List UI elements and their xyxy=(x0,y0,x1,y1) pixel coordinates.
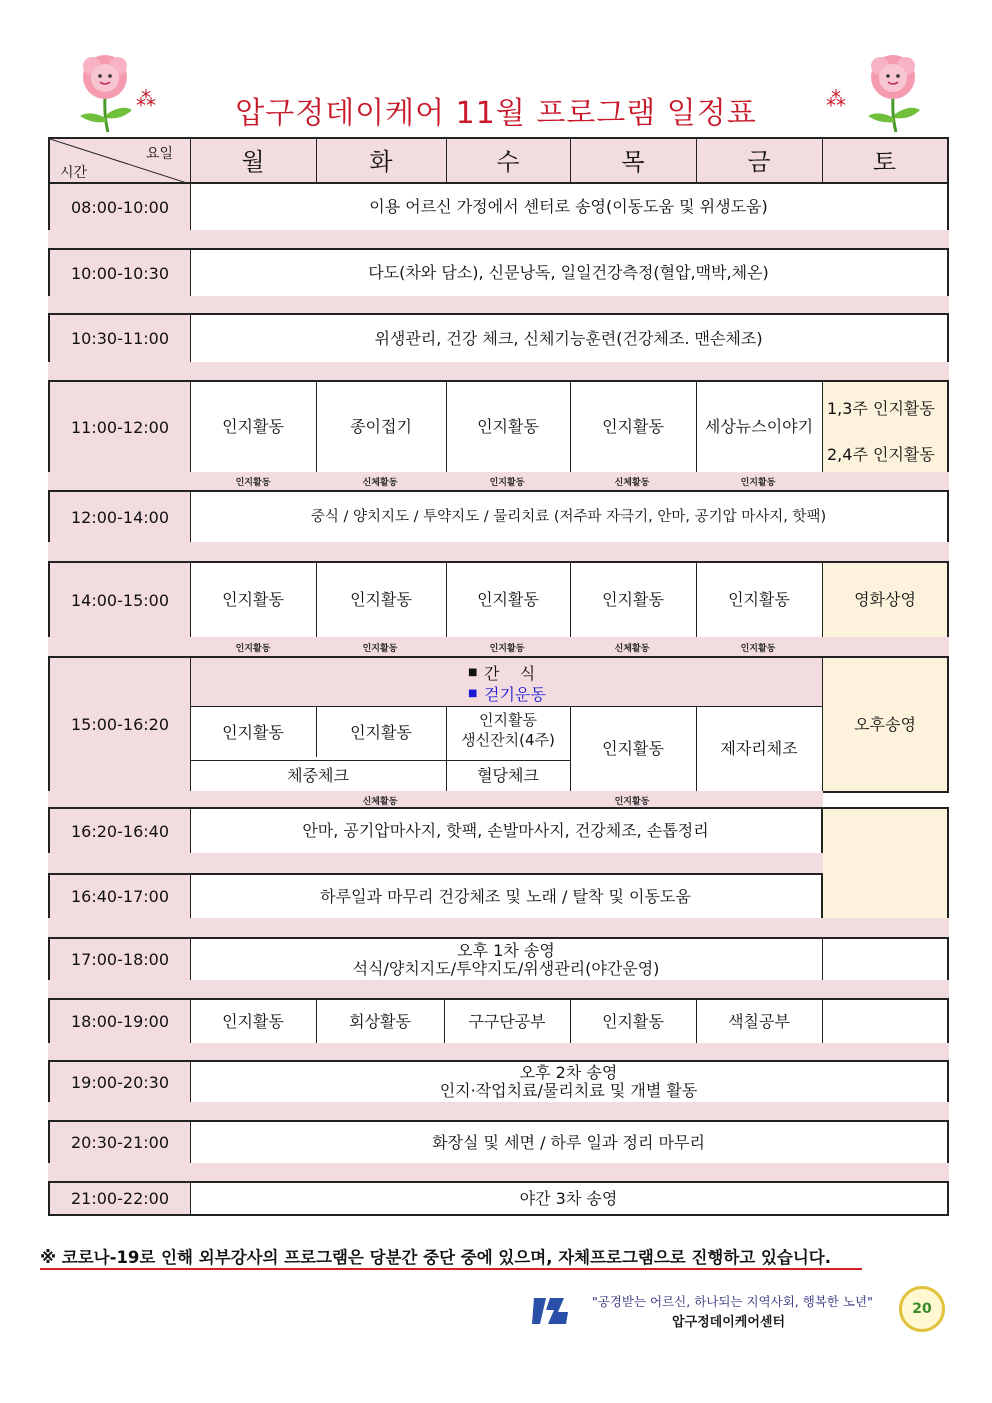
tag: 인지활동 xyxy=(740,644,776,654)
activity-text: 이용 어르신 가정에서 센터로 송영(이동도움 및 위생도움) xyxy=(369,197,768,216)
corner-label-day: 요일 xyxy=(146,146,174,162)
activity-line-2: 인지·작업치료/물리치료 및 개별 활동 xyxy=(439,1081,698,1100)
activity-text: 화장실 및 세면 / 하루 일과 정리 마무리 xyxy=(432,1132,705,1152)
thu-activity: 인지활동 xyxy=(602,590,664,609)
tue-activity: 종이접기 xyxy=(350,417,412,436)
sat-note-line-1 xyxy=(823,831,947,853)
time-label: 10:00-10:30 xyxy=(50,250,191,296)
activity-text: 다도(차와 담소), 신문낭독, 일일건강측정(혈압,맥박,체온) xyxy=(368,263,769,282)
fri-activity: 인지활동 xyxy=(728,590,790,609)
thu-activity: 인지활동 xyxy=(602,738,664,758)
time-label: 16:20-16:40 xyxy=(50,809,191,853)
row-1700 xyxy=(48,937,949,982)
row-1400 xyxy=(48,561,949,639)
anniversary-badge-icon: 20 xyxy=(899,1286,945,1332)
footer-slogan: "공경받는 어르신, 하나되는 지역사회, 행복한 노년" xyxy=(592,1294,873,1309)
tag: 인지활동 xyxy=(235,644,271,654)
time-label: 08:00-10:00 xyxy=(50,184,191,230)
activity-line-1: 오후 1차 송영 xyxy=(457,941,555,960)
center-logo-icon xyxy=(530,1290,572,1332)
sparkle-left-icon: ⁂ xyxy=(136,87,156,111)
time-label: 18:00-19:00 xyxy=(50,1000,191,1043)
row-2030 xyxy=(48,1120,949,1165)
wed-activity-1: 인지활동 xyxy=(479,710,537,729)
page-title: 압구정데이케어 11월 프로그램 일정표 xyxy=(235,96,757,131)
mon-activity: 인지활동 xyxy=(222,417,284,436)
row-1900 xyxy=(48,1060,949,1104)
sat-activity: 오후송영 xyxy=(823,658,947,791)
saturday-note xyxy=(821,807,949,920)
activity-line-2: 석식/양치지도/투약지도/위생관리(야간운영) xyxy=(352,959,660,978)
row-1100 xyxy=(48,380,949,474)
day-wed: 수 xyxy=(496,147,520,176)
tag: 인지활동 xyxy=(489,478,525,488)
row-1200 xyxy=(48,490,949,544)
notice-text: ※ 코로나-19로 인해 외부강사의 프로그램은 당분간 중단 중에 있으며, 자체프로그램으로 진행하고 있습니다. xyxy=(40,1248,832,1267)
sat-note-line-2 xyxy=(823,855,947,877)
thu-activity: 인지활동 xyxy=(602,1011,664,1031)
wed-activity-2: 생신잔치(4주) xyxy=(461,730,555,749)
tag: 인지활동 xyxy=(235,478,271,488)
row-1620 xyxy=(48,807,823,855)
time-label: 20:30-21:00 xyxy=(50,1122,191,1163)
thu-activity: 인지활동 xyxy=(602,417,664,436)
time-label: 16:40-17:00 xyxy=(50,875,191,918)
sparkle-right-icon: ⁂ xyxy=(826,87,846,111)
tag: 인지활동 xyxy=(362,644,398,654)
snack-label: 간 식 xyxy=(484,664,536,683)
tag: 신체활동 xyxy=(362,478,398,488)
activity-text: 야간 3차 송영 xyxy=(519,1188,618,1208)
time-label: 14:00-15:00 xyxy=(50,563,191,637)
tue-activity: 인지활동 xyxy=(350,723,412,742)
wed-activity: 인지활동 xyxy=(477,590,539,609)
time-label: 19:00-20:30 xyxy=(50,1062,191,1102)
day-mon: 월 xyxy=(241,147,265,176)
sat-cell xyxy=(823,382,947,472)
activity-text: 중식 / 양치지도 / 투약지도 / 물리치료 (저주파 자극기, 안마, 공기압 마사지, 핫팩) xyxy=(310,508,827,525)
time-label: 10:30-11:00 xyxy=(50,315,191,362)
wed-activity: 인지활동 xyxy=(477,417,539,436)
header-row xyxy=(48,137,949,184)
tag: 신체활동 xyxy=(614,644,650,654)
footer-center-name: 압구정데이케어센터 xyxy=(672,1315,786,1330)
row-1000 xyxy=(48,248,949,298)
tag: 인지활동 xyxy=(740,478,776,488)
bullet-icon: ■ xyxy=(468,667,478,678)
time-label: 21:00-22:00 xyxy=(50,1183,191,1214)
sat-line-2: 2,4주 인지활동 xyxy=(827,445,935,464)
tag: 신체활동 xyxy=(362,797,398,807)
fri-activity: 세상뉴스이야기 xyxy=(704,417,814,436)
tue-activity: 인지활동 xyxy=(350,590,412,609)
time-label: 11:00-12:00 xyxy=(50,382,191,472)
mon-activity: 인지활동 xyxy=(222,1011,284,1031)
sugar-check: 혈당체크 xyxy=(477,765,539,785)
notice-underline xyxy=(40,1268,862,1270)
tag: 인지활동 xyxy=(614,797,650,807)
day-sat: 토 xyxy=(872,147,897,176)
row-1800 xyxy=(48,998,949,1045)
mon-activity: 인지활동 xyxy=(222,723,284,742)
tag: 신체활동 xyxy=(614,478,650,488)
time-label: 12:00-14:00 xyxy=(50,492,191,542)
day-fri: 금 xyxy=(747,147,771,176)
row-2100 xyxy=(48,1181,949,1216)
sat-note-line-3 xyxy=(823,879,947,901)
row-1500 xyxy=(48,656,949,793)
sat-activity: 영화상영 xyxy=(823,563,947,637)
fri-activity: 제자리체조 xyxy=(720,738,798,758)
activity-text: 위생관리, 건강 체크, 신체기능훈련(건강체조. 맨손체조) xyxy=(374,328,763,348)
wed-activity: 구구단공부 xyxy=(468,1011,546,1031)
bullet-icon: ■ xyxy=(468,688,478,699)
row-0800 xyxy=(48,182,949,232)
corner-label-time: 시간 xyxy=(60,165,88,181)
mon-activity: 인지활동 xyxy=(222,590,284,609)
fri-activity: 색칠공부 xyxy=(728,1011,790,1031)
tue-activity: 회상활동 xyxy=(349,1011,411,1031)
weight-check: 체중체크 xyxy=(287,765,349,785)
activity-line-1: 오후 2차 송영 xyxy=(519,1063,618,1082)
day-tue: 화 xyxy=(369,147,393,176)
time-label: 17:00-18:00 xyxy=(50,939,191,980)
activity-text: 안마, 공기압마사지, 핫팩, 손발마사지, 건강체조, 손톱정리 xyxy=(302,821,709,840)
activity-text: 하루일과 마무리 건강체조 및 노래 / 탈착 및 이동도움 xyxy=(320,886,691,906)
row-1030 xyxy=(48,313,949,364)
time-label: 15:00-16:20 xyxy=(50,658,191,791)
row-1640 xyxy=(48,873,823,920)
day-thu: 목 xyxy=(621,147,645,176)
sat-line-1: 1,3주 인지활동 xyxy=(827,399,935,418)
walk-label: 걷기운동 xyxy=(484,685,546,704)
tag: 인지활동 xyxy=(489,644,525,654)
